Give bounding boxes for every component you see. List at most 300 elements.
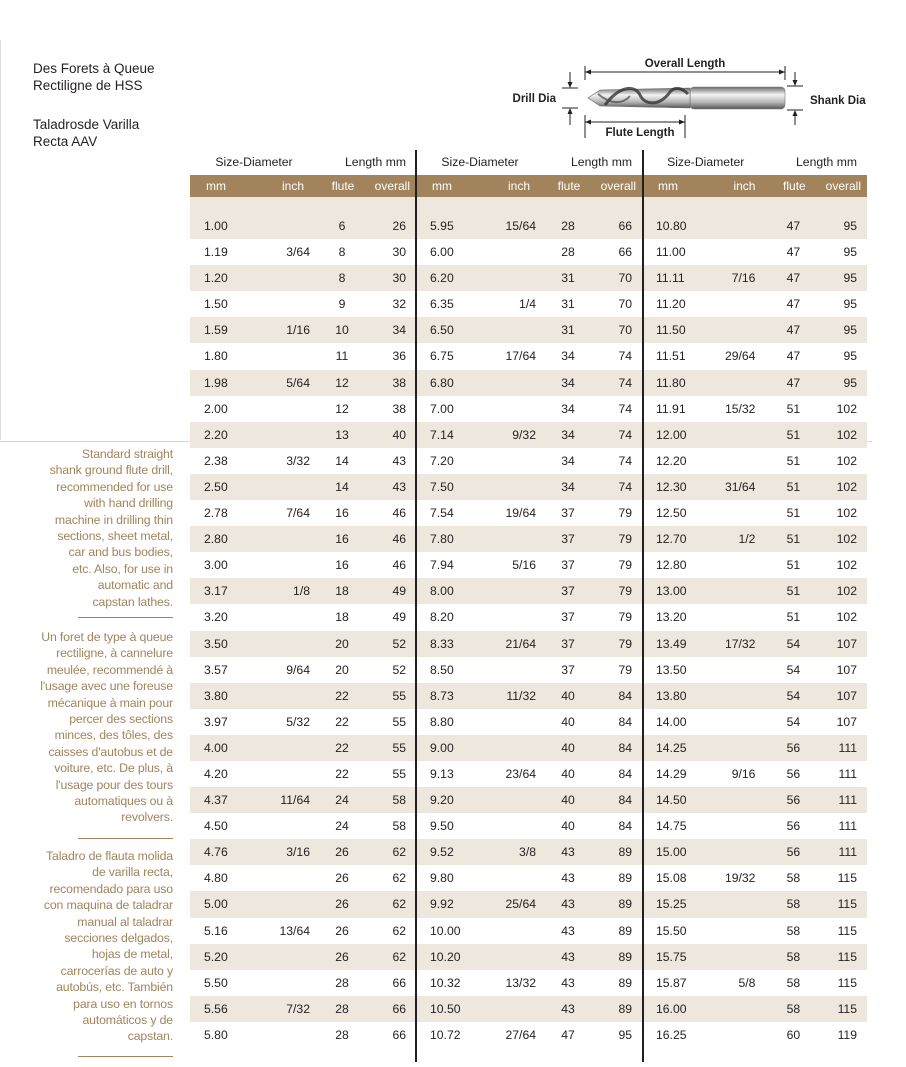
table-cell-flute: 13: [335, 427, 349, 442]
french-title-line1: Des Forets à Queue: [33, 61, 155, 76]
table-cell-overall: 95: [843, 375, 857, 390]
table-cell-inch: 23/64: [505, 766, 536, 781]
table-cell-overall: 84: [618, 740, 632, 755]
table-cell-inch: 5/32: [286, 714, 310, 729]
table-cell-inch: 1/16: [286, 323, 310, 338]
column-header-flute: flute: [331, 179, 355, 193]
table-cell-flute: 18: [335, 584, 349, 599]
table-cell-overall: 119: [837, 1027, 857, 1042]
table-cell-mm: 6.80: [430, 375, 454, 390]
table-row: [190, 474, 867, 500]
table-cell-mm: 12.50: [656, 506, 687, 521]
table-cell-overall: 79: [618, 662, 632, 677]
table-cell-overall: 70: [618, 271, 632, 286]
table-cell-overall: 66: [618, 219, 632, 233]
table-cell-flute: 8: [338, 245, 346, 260]
table-cell-inch: [708, 1022, 770, 1048]
table-cell-mm: 3.80: [204, 688, 228, 703]
table-row: [190, 213, 867, 239]
table-cell-flute: 34: [561, 479, 575, 494]
table-cell-inch: 5/64: [286, 375, 310, 390]
table-cell-mm: 10.32: [430, 975, 461, 990]
table-cell-mm: 11.80: [656, 375, 686, 390]
table-cell-overall: 52: [392, 636, 406, 651]
table-cell-overall: 79: [618, 610, 632, 625]
table-cell-overall: 95: [843, 271, 857, 286]
drill-diagram: [500, 50, 880, 145]
table-row: [190, 396, 867, 422]
table-cell-flute: 14: [335, 479, 349, 494]
table-cell-overall: 84: [618, 688, 632, 703]
description-line: minces, des tôles, des: [54, 728, 173, 743]
table-cell-flute: 34: [561, 401, 575, 416]
table-cell-mm: 2.50: [204, 479, 228, 494]
table-cell-mm: 6.35: [430, 297, 454, 312]
table-cell-flute: 34: [561, 427, 575, 442]
table-cell-inch: 5/8: [738, 975, 756, 990]
table-cell-flute: 28: [335, 1001, 349, 1016]
table-row: [190, 578, 867, 604]
table-cell-flute: 26: [335, 871, 349, 886]
table-cell-inch: [708, 448, 770, 474]
table-cell-overall: 89: [618, 871, 632, 886]
table-cell-inch: [482, 265, 544, 291]
table-cell-mm: 8.33: [430, 636, 454, 651]
description-line: caisses d'autobus et de: [48, 744, 173, 759]
table-row: [190, 526, 867, 552]
table-cell-overall: 102: [836, 610, 857, 625]
shank-dia-label: Shank Dia: [810, 95, 866, 107]
table-cell-mm: 5.20: [204, 949, 228, 964]
table-cell-inch: [708, 657, 770, 683]
length-mm-header: Length mm: [796, 155, 857, 169]
table-cell-flute: 60: [786, 1027, 801, 1042]
table-cell-inch: [482, 448, 544, 474]
column-divider: [415, 150, 417, 1062]
table-cell-inch: 1/4: [519, 297, 536, 312]
table-cell-overall: 55: [392, 766, 406, 781]
spanish-title: [33, 116, 139, 150]
table-cell-flute: 12: [335, 401, 349, 416]
table-cell-flute: 47: [786, 219, 801, 233]
table-cell-overall: 111: [838, 845, 857, 860]
table-cell-flute: 6: [338, 219, 346, 233]
table-cell-flute: 26: [335, 923, 349, 938]
table-cell-overall: 46: [392, 558, 406, 573]
table-cell-overall: 52: [392, 662, 406, 677]
table-cell-overall: 89: [618, 923, 632, 938]
table-cell-flute: 47: [786, 375, 801, 390]
table-cell-flute: 31: [561, 271, 575, 286]
table-cell-overall: 95: [843, 245, 857, 260]
table-cell-flute: 22: [335, 740, 349, 755]
description-line: car and bus bodies,: [68, 545, 173, 560]
table-cell-flute: 56: [786, 740, 801, 755]
table-cell-inch: [256, 761, 318, 787]
table-cell-inch: [256, 944, 318, 970]
table-cell-inch: 7/64: [286, 506, 310, 521]
table-cell-mm: 11.51: [656, 349, 686, 364]
table-cell-inch: [708, 552, 770, 578]
table-cell-overall: 36: [392, 349, 406, 364]
flute-length-label: Flute Length: [605, 127, 675, 139]
table-cell-inch: [708, 683, 770, 709]
table-cell-mm: 4.37: [204, 793, 228, 808]
table-cell-flute: 54: [786, 688, 801, 703]
table-cell-flute: 26: [335, 949, 349, 964]
table-cell-flute: 51: [786, 558, 801, 573]
table-cell-flute: 47: [786, 297, 801, 312]
description-line: con maquina de taladrar: [43, 898, 173, 913]
table-cell-inch: [482, 735, 544, 761]
table-cell-overall: 62: [392, 871, 406, 886]
table-cell-overall: 84: [618, 714, 632, 729]
table-cell-flute: 37: [561, 636, 575, 651]
table-cell-mm: 12.00: [656, 427, 687, 442]
table-cell-mm: 10.80: [656, 219, 687, 233]
table-row: [190, 996, 867, 1022]
table-cell-mm: 3.57: [204, 662, 228, 677]
table-cell-flute: 16: [335, 558, 349, 573]
table-cell-mm: 6.20: [430, 271, 454, 286]
table-row: [190, 709, 867, 735]
table-cell-inch: [256, 422, 318, 448]
table-cell-overall: 107: [836, 662, 857, 677]
table-cell-inch: [482, 370, 544, 396]
table-cell-flute: 28: [335, 975, 349, 990]
description-divider: [78, 838, 173, 839]
description-line: meulée, recommendé à: [46, 662, 173, 677]
table-cell-mm: 7.00: [430, 401, 454, 416]
description-line: voiture, etc. De plus, à: [54, 761, 173, 776]
description-line: Taladro de flauta molida: [46, 849, 173, 863]
column-divider: [642, 150, 644, 1062]
table-cell-flute: 58: [786, 897, 801, 912]
table-cell-flute: 40: [561, 688, 575, 703]
description-line: de varilla recta,: [92, 865, 173, 880]
description-divider: [78, 617, 173, 618]
table-cell-flute: 34: [561, 375, 575, 390]
table-row: [190, 683, 867, 709]
table-cell-overall: 55: [392, 688, 406, 703]
table-cell-flute: 54: [786, 662, 801, 677]
table-cell-overall: 107: [836, 714, 857, 729]
table-cell-mm: 14.50: [656, 793, 687, 808]
table-cell-flute: 31: [561, 323, 575, 338]
table-cell-inch: [482, 474, 544, 500]
table-cell-flute: 12: [335, 375, 349, 390]
table-cell-mm: 13.49: [656, 636, 687, 651]
table-cell-flute: 28: [561, 219, 575, 233]
table-cell-inch: [482, 944, 544, 970]
table-cell-inch: [482, 604, 544, 630]
column-header-inch: inch: [281, 179, 304, 193]
description-line: rectiligne, à cannelure: [56, 646, 173, 661]
table-cell-overall: 49: [392, 610, 406, 625]
table-cell-flute: 10: [335, 323, 349, 338]
spanish-title-line1: Taladrosde Varilla: [33, 117, 140, 132]
table-cell-flute: 54: [786, 714, 801, 729]
table-cell-flute: 37: [561, 584, 575, 599]
table-cell-mm: 8.50: [430, 662, 454, 677]
table-cell-mm: 9.20: [430, 793, 454, 808]
table-cell-overall: 115: [837, 897, 857, 912]
table-cell-overall: 89: [618, 949, 632, 964]
table-cell-flute: 43: [561, 871, 575, 886]
table-cell-flute: 56: [786, 845, 801, 860]
drill-size-table: [190, 150, 867, 1048]
table-cell-flute: 34: [561, 349, 575, 364]
table-cell-inch: 15/64: [505, 219, 536, 233]
table-cell-mm: 9.13: [430, 766, 454, 781]
table-cell-inch: [256, 552, 318, 578]
table-cell-mm: 3.20: [204, 610, 228, 625]
length-mm-header: Length mm: [345, 155, 406, 169]
table-cell-mm: 4.00: [204, 740, 228, 755]
table-cell-overall: 55: [392, 740, 406, 755]
table-cell-mm: 10.00: [430, 923, 461, 938]
table-row: [190, 787, 867, 813]
table-cell-flute: 51: [786, 479, 801, 494]
table-cell-flute: 58: [786, 975, 801, 990]
table-cell-mm: 7.54: [430, 506, 454, 521]
table-cell-inch: 3/8: [519, 845, 536, 860]
table-cell-flute: 43: [561, 975, 575, 990]
table-cell-overall: 102: [836, 506, 857, 521]
size-diameter-header: Size-Diameter: [441, 155, 519, 169]
table-cell-overall: 115: [837, 975, 857, 990]
table-cell-flute: 9: [338, 297, 346, 312]
table-cell-overall: 74: [618, 479, 632, 494]
table-cell-inch: 29/64: [724, 349, 756, 364]
table-cell-flute: 14: [335, 453, 349, 468]
table-cell-overall: 66: [392, 975, 406, 990]
description-english: [20, 446, 173, 610]
table-cell-mm: 15.87: [656, 975, 687, 990]
table-cell-inch: [708, 996, 770, 1022]
description-line: secciones delgados,: [64, 931, 173, 946]
table-row: [190, 500, 867, 526]
description-line: recomendado para uso: [49, 881, 173, 896]
table-cell-overall: 66: [392, 1027, 406, 1042]
table-cell-flute: 56: [786, 819, 801, 834]
table-cell-flute: 26: [335, 897, 349, 912]
table-cell-mm: 10.20: [430, 949, 461, 964]
table-cell-mm: 7.50: [430, 479, 454, 494]
table-cell-inch: [708, 578, 770, 604]
table-row: [190, 735, 867, 761]
size-diameter-header: Size-Diameter: [215, 155, 293, 169]
table-cell-mm: 11.11: [656, 271, 685, 286]
table-row: [190, 813, 867, 839]
table-cell-inch: [708, 813, 770, 839]
table-row: [190, 370, 867, 396]
table-cell-mm: 6.00: [430, 245, 454, 260]
table-cell-overall: 70: [618, 297, 632, 312]
table-cell-mm: 15.25: [656, 897, 687, 912]
left-margin-rule: [0, 40, 1, 440]
table-cell-inch: 15/32: [724, 401, 756, 416]
table-cell-mm: 2.78: [204, 506, 228, 521]
table-cell-inch: [256, 970, 318, 996]
table-cell-mm: 9.52: [430, 845, 454, 860]
table-cell-overall: 32: [392, 297, 406, 312]
table-cell-mm: 2.80: [204, 532, 228, 547]
description-french: [20, 629, 173, 826]
table-cell-inch: [482, 239, 544, 265]
table-cell-mm: 14.29: [656, 766, 687, 781]
table-column-header: [190, 175, 867, 197]
column-header-flute: flute: [557, 179, 581, 193]
drill-shank: [690, 87, 785, 109]
table-cell-mm: 16.00: [656, 1001, 687, 1016]
table-cell-flute: 51: [786, 532, 801, 547]
table-cell-mm: 11.20: [656, 297, 686, 312]
table-cell-overall: 102: [836, 453, 857, 468]
column-header-overall: overall: [825, 179, 861, 193]
table-row: [190, 657, 867, 683]
table-cell-flute: 58: [786, 949, 801, 964]
table-cell-flute: 24: [335, 793, 349, 808]
description-line: para uso en tornos: [73, 996, 173, 1011]
table-cell-flute: 11: [335, 349, 349, 364]
table-cell-flute: 51: [786, 584, 801, 599]
table-cell-flute: 20: [335, 662, 349, 677]
table-row: [190, 865, 867, 891]
table-cell-inch: [256, 265, 318, 291]
table-cell-overall: 79: [618, 636, 632, 651]
table-cell-inch: 9/16: [731, 766, 756, 781]
table-cell-mm: 9.00: [430, 740, 454, 755]
table-cell-flute: 51: [786, 506, 801, 521]
table-cell-inch: [256, 604, 318, 630]
table-cell-flute: 31: [561, 297, 575, 312]
table-cell-mm: 2.00: [204, 401, 228, 416]
table-cell-mm: 8.73: [430, 688, 454, 703]
table-cell-overall: 55: [392, 714, 406, 729]
table-cell-inch: 11/32: [506, 688, 536, 703]
table-cell-mm: 7.94: [430, 558, 454, 573]
table-cell-inch: [256, 683, 318, 709]
table-cell-mm: 8.00: [430, 584, 454, 599]
table-cell-inch: 27/64: [505, 1027, 536, 1042]
table-cell-flute: 54: [786, 636, 801, 651]
table-cell-mm: 16.25: [656, 1027, 687, 1042]
column-header-inch: inch: [507, 179, 530, 193]
table-cell-mm: 12.30: [656, 479, 687, 494]
table-cell-inch: [482, 709, 544, 735]
table-cell-mm: 15.75: [656, 949, 687, 964]
table-cell-flute: 58: [786, 1001, 801, 1016]
column-header-inch: inch: [733, 179, 756, 193]
table-cell-inch: 9/64: [286, 662, 310, 677]
table-cell-inch: 3/16: [286, 845, 310, 860]
table-cell-overall: 74: [618, 401, 632, 416]
table-cell-inch: 13/64: [279, 923, 310, 938]
table-cell-flute: 22: [335, 766, 349, 781]
table-cell-inch: [256, 891, 318, 917]
table-cell-flute: 43: [561, 1001, 575, 1016]
table-cell-inch: [482, 918, 544, 944]
table-cell-mm: 8.20: [430, 610, 454, 625]
table-cell-overall: 111: [838, 740, 857, 755]
table-cell-inch: [708, 239, 770, 265]
table-cell-overall: 79: [618, 532, 632, 547]
table-cell-flute: 58: [786, 923, 801, 938]
table-cell-flute: 22: [335, 714, 349, 729]
table-cell-inch: 7/16: [731, 271, 756, 286]
description-line: l'usage avec une foreuse: [40, 679, 173, 694]
table-cell-flute: 43: [561, 923, 575, 938]
drill-dia-label: Drill Dia: [512, 93, 556, 105]
table-cell-overall: 62: [392, 897, 406, 912]
table-cell-flute: 43: [561, 949, 575, 964]
table-cell-mm: 14.00: [656, 714, 687, 729]
table-cell-inch: [256, 213, 318, 239]
table-cell-overall: 84: [618, 819, 632, 834]
table-cell-overall: 30: [392, 245, 406, 260]
description-line: Un foret de type à queue: [41, 630, 173, 644]
table-cell-overall: 79: [618, 558, 632, 573]
description-line: mécanique à main pour: [47, 695, 173, 710]
table-cell-inch: [708, 918, 770, 944]
table-row: [190, 291, 867, 317]
table-cell-inch: [256, 631, 318, 657]
table-cell-inch: [708, 944, 770, 970]
table-cell-inch: [256, 813, 318, 839]
table-cell-flute: 37: [561, 558, 575, 573]
table-row: [190, 891, 867, 917]
table-cell-mm: 15.00: [656, 845, 687, 860]
table-row: [190, 944, 867, 970]
column-header-overall: overall: [374, 179, 410, 193]
table-cell-flute: 40: [561, 714, 575, 729]
table-cell-flute: 28: [561, 245, 575, 260]
description-line: capstan lathes.: [92, 594, 173, 609]
table-cell-flute: 40: [561, 766, 575, 781]
french-title: [33, 60, 155, 94]
table-cell-overall: 89: [618, 975, 632, 990]
table-cell-overall: 115: [837, 871, 857, 886]
description-line: automatic and: [97, 578, 173, 593]
table-cell-flute: 20: [335, 636, 349, 651]
table-cell-inch: [482, 578, 544, 604]
table-cell-overall: 66: [618, 245, 632, 260]
table-cell-mm: 11.50: [656, 323, 686, 338]
table-cell-flute: 8: [338, 271, 346, 286]
table-cell-mm: 5.80: [204, 1027, 228, 1042]
length-mm-header: Length mm: [571, 155, 632, 169]
table-cell-mm: 4.76: [204, 845, 228, 860]
table-cell-mm: 12.70: [656, 532, 687, 547]
table-cell-mm: 1.00: [204, 219, 228, 233]
table-row: [190, 761, 867, 787]
table-cell-mm: 14.25: [656, 740, 687, 755]
table-cell-flute: 56: [786, 766, 801, 781]
table-cell-flute: 26: [335, 845, 349, 860]
table-cell-mm: 5.56: [204, 1001, 228, 1016]
table-cell-mm: 6.50: [430, 323, 454, 338]
table-cell-overall: 89: [618, 1001, 632, 1016]
table-cell-mm: 3.17: [204, 584, 228, 599]
table-cell-overall: 79: [618, 584, 632, 599]
description-line: automatiques ou à: [74, 794, 173, 809]
description-divider: [78, 1056, 173, 1057]
table-cell-inch: [256, 396, 318, 422]
table-cell-flute: 16: [335, 532, 349, 547]
table-cell-inch: 13/32: [505, 975, 536, 990]
table-cell-mm: 2.38: [204, 453, 228, 468]
